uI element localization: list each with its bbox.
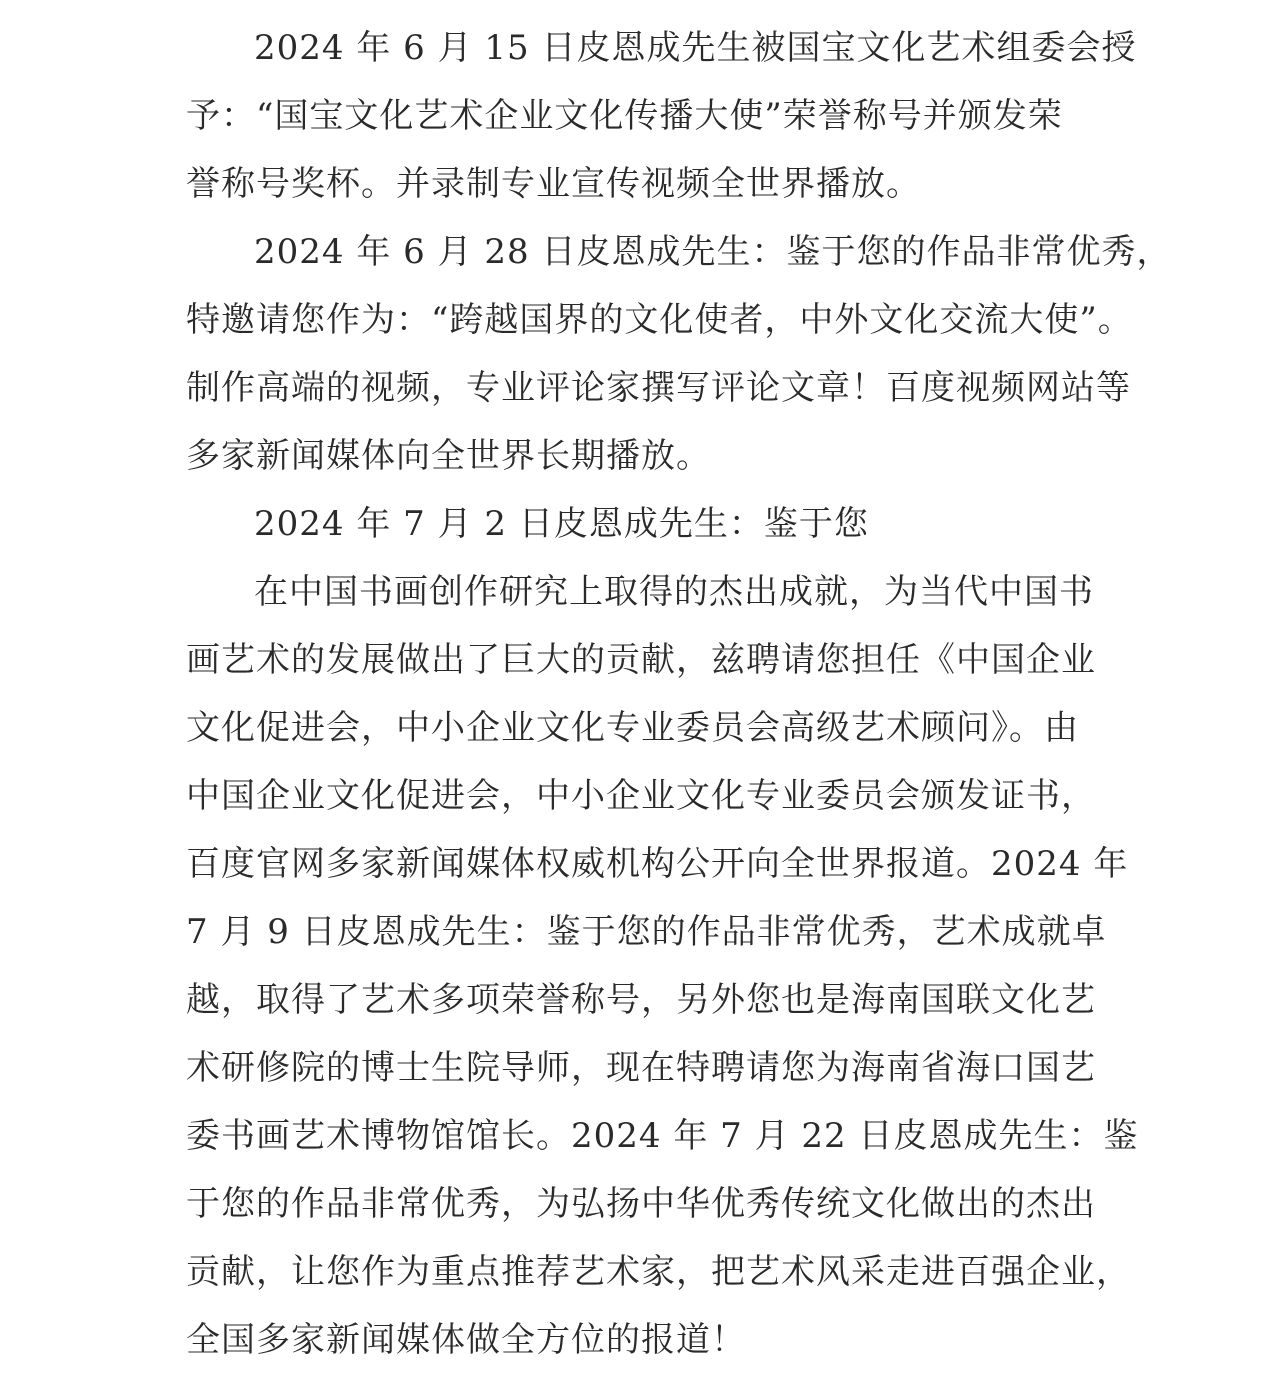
paragraph-2-line-1: 2024 年 6 月 28 日皮恩成先生：鉴于您的作品非常优秀， xyxy=(254,232,1172,272)
paragraph-3-line-1: 2024 年 7 月 2 日皮恩成先生：鉴于您 xyxy=(254,504,869,544)
paragraph-2-line-2: 特邀请您作为：“跨越国界的文化使者，中外文化交流大使”。 xyxy=(186,300,1133,340)
paragraph-4-line-5: 百度官网多家新闻媒体权威机构公开向全世界报道。2024 年 xyxy=(186,844,1129,884)
paragraph-2-line-3: 制作高端的视频，专业评论家撰写评论文章！百度视频网站等 xyxy=(186,368,1131,408)
document-text xyxy=(186,14,1172,1374)
paragraph-4-line-8: 术研修院的博士生院导师，现在特聘请您为海南省海口国艺 xyxy=(186,1048,1096,1088)
paragraph-4-line-9: 委书画艺术博物馆馆长。2024 年 7 月 22 日皮恩成先生：鉴 xyxy=(186,1116,1139,1156)
paragraph-4-line-3: 文化促进会，中小企业文化专业委员会高级艺术顾问》。由 xyxy=(186,708,1079,748)
paragraph-2-line-4: 多家新闻媒体向全世界长期播放。 xyxy=(186,436,711,476)
paragraph-4-line-4: 中国企业文化促进会，中小企业文化专业委员会颁发证书， xyxy=(186,776,1096,816)
paragraph-1-line-3: 誉称号奖杯。并录制专业宣传视频全世界播放。 xyxy=(186,164,921,204)
paragraph-1-line-1: 2024 年 6 月 15 日皮恩成先生被国宝文化艺术组委会授 xyxy=(254,28,1137,68)
paragraph-4-line-1: 在中国书画创作研究上取得的杰出成就，为当代中国书 xyxy=(254,572,1094,612)
paragraph-4-line-11: 贡献，让您作为重点推荐艺术家，把艺术风采走进百强企业， xyxy=(186,1252,1131,1292)
paragraph-1-line-2: 予：“国宝文化艺术企业文化传播大使”荣誉称号并颁发荣 xyxy=(186,96,1063,136)
paragraph-4-line-6: 7 月 9 日皮恩成先生：鉴于您的作品非常优秀，艺术成就卓 xyxy=(186,912,1107,952)
paragraph-4-line-12: 全国多家新闻媒体做全方位的报道！ xyxy=(186,1320,746,1360)
paragraph-4-line-10: 于您的作品非常优秀，为弘扬中华优秀传统文化做出的杰出 xyxy=(186,1184,1096,1224)
paragraph-4-line-2: 画艺术的发展做出了巨大的贡献，兹聘请您担任《中国企业 xyxy=(186,640,1096,680)
paragraph-4-line-7: 越，取得了艺术多项荣誉称号，另外您也是海南国联文化艺 xyxy=(186,980,1096,1020)
